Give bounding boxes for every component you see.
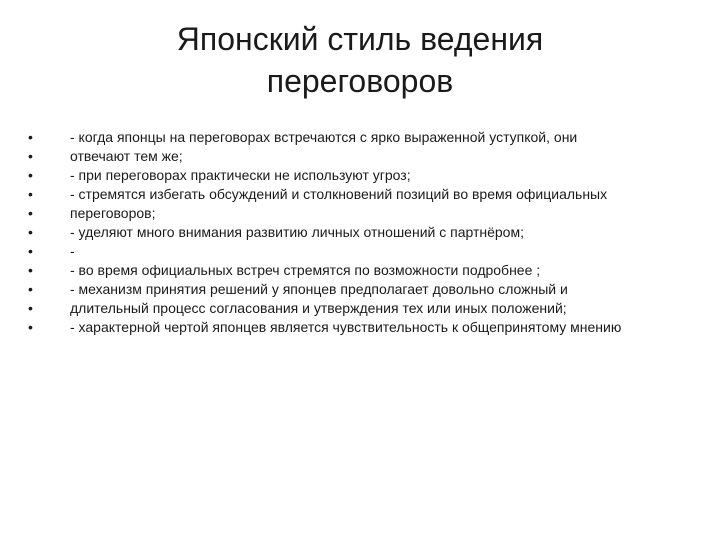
bullet-icon: • bbox=[28, 281, 33, 297]
list-item bbox=[28, 166, 688, 185]
list-item-text: - во время официальных встреч стремятся по возможности подробнее ; bbox=[70, 262, 541, 278]
list-item bbox=[28, 261, 688, 280]
bullet-icon: • bbox=[28, 205, 33, 221]
bullet-icon: • bbox=[28, 148, 33, 164]
list-item-text: - стремятся избегать обсуждений и столкновений позиций во время официальных bbox=[70, 186, 608, 202]
list-item-text: - когда японцы на переговорах встречаются с ярко выраженной уступкой, они bbox=[70, 129, 578, 145]
slide-title-line2: переговоров bbox=[266, 63, 454, 99]
bullet-icon: • bbox=[28, 186, 33, 202]
slide-title-line1: Японский стиль ведения bbox=[176, 21, 544, 57]
list-item-text: отвечают тем же; bbox=[70, 148, 183, 164]
bullet-icon: • bbox=[28, 129, 33, 145]
bullet-icon: • bbox=[28, 243, 33, 259]
list-item bbox=[28, 185, 688, 204]
list-item bbox=[28, 318, 688, 337]
list-item-text: - механизм принятия решений у японцев предполагает довольно сложный и bbox=[70, 281, 568, 297]
bullet-list bbox=[28, 128, 688, 337]
bullet-icon: • bbox=[28, 319, 33, 335]
list-item-text: - при переговорах практически не используют угроз; bbox=[70, 167, 411, 183]
list-item bbox=[28, 223, 688, 242]
list-item bbox=[28, 204, 688, 223]
list-item bbox=[28, 128, 688, 147]
list-item-text: длительный процесс согласования и утверждения тех или иных положений; bbox=[70, 300, 567, 316]
bullet-icon: • bbox=[28, 300, 33, 316]
slide-title bbox=[100, 18, 620, 102]
bullet-icon: • bbox=[28, 224, 33, 240]
list-item-text: переговоров; bbox=[70, 205, 156, 221]
list-item bbox=[28, 299, 688, 318]
bullet-icon: • bbox=[28, 262, 33, 278]
list-item-text: - bbox=[70, 243, 75, 259]
list-item bbox=[28, 242, 688, 261]
list-item bbox=[28, 147, 688, 166]
bullet-icon: • bbox=[28, 167, 33, 183]
list-item-text: - характерной чертой японцев является чувствительность к общепринятому мнению bbox=[70, 319, 622, 335]
list-item bbox=[28, 280, 688, 299]
list-item-text: - уделяют много внимания развитию личных отношений с партнёром; bbox=[70, 224, 524, 240]
